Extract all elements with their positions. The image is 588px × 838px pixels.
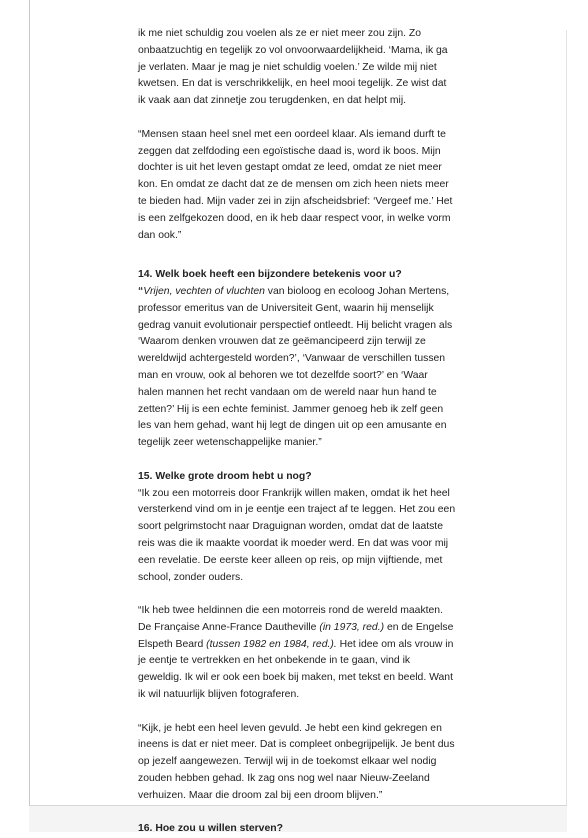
heroines-text-a: “Ik heb twee heldinnen die een motorreis rond de wereld maakten. De Française Anne-France Dautheville (138, 605, 443, 633)
question-15-heading: 15. Welke grote droom hebt u nog? (138, 470, 312, 482)
heroines-text-b: en de Engelse Elspeth Beard (138, 621, 454, 650)
editor-note-1: (in 1973, red.) (319, 621, 385, 633)
question-14-answer (138, 284, 456, 452)
book-description: van bioloog en ecoloog Johan Mertens, professor emeritus van de Universiteit Gent, waarin hij menselijk gedrag vanuit evolutionair perspectief ontleedt. Hij belicht vragen als ‘Waarom denken vrouwen dat ze geëmancipeerd zijn terwijl ze wereldwijd achtergesteld worden?’, ‘Vanwaar de verschillen tussen man en vrouw, ook al behoren we tot dezelfde soort?’ en ‘Waar halen mannen het recht vandaan om de wereld naar hun hand te zetten?’ Hij is een echte feminist. Jammer genoeg heb ik zelf geen les van hem gehad, want hij legt de dingen uit op een amusante en tegelijk zeer wetenschappelijke manier.” (138, 285, 453, 449)
heroines-text-c: Het idee om als vrouw in je eentje te vertrekken en het onbekende in te gaan, vind ik geweldig. Ik wil er ook een boek bij maken, met tekst en beeld. Want ik wil natuurlijk blijven fotograferen. (138, 638, 454, 701)
question-14-heading: 14. Welk boek heeft een bijzondere betekenis voor u? (138, 269, 402, 281)
question-16-heading: 16. Hoe zou u willen sterven? (138, 823, 283, 835)
question-15-answer-1: “Ik zou een motorreis door Frankrijk willen maken, omdat ik het heel versterkend vind om in je eentje een traject af te leggen. Het zou een soort pelgrimstocht naar Draguignan worden, omdat dat de laatste reis was die ik maakte voordat ik moeder werd. En dat was voor mij een revelatie. De eerste keer alleen op reis, op mijn vijftiende, met school, zonder ouders. (138, 487, 456, 583)
question-15-answer-3: “Kijk, je hebt een heel leven gevuld. Je hebt een kind gekregen en ineens is dat er niet meer. Dat is compleet onbegrijpelijk. Je bent dus op jezelf aangewezen. Terwijl wij in de toekomst elkaar wel nodig zouden hebben gehad. Ik zag ons nog wel naar Nieuw-Zeeland verhuizen. Maar die droom zal bij een droom blijven.” (138, 722, 455, 801)
editor-note-2: (tussen 1982 en 1984, red.). (206, 638, 337, 650)
article-body (138, 26, 456, 838)
page-left-border (29, 0, 30, 805)
continued-paragraph: ik me niet schuldig zou voelen als ze er niet meer zou zijn. Zo onbaatzuchtig en tegelijk zo vol onvoorwaardelijkheid. ‘Mama, ik ga je verlaten. Maar je mag je niet schuldig voelen.’ Ze wilde mij niet kwetsen. En dat is verschrikkelijk, en heel mooi tegelijk. Ze wist dat ik vaak aan dat zinnetje zou terugdenken, en dat helpt mij. (138, 28, 448, 107)
quote-paragraph: “Mensen staan heel snel met een oordeel klaar. Als iemand durft te zeggen dat zelfdoding een egoïstische daad is, word ik boos. Mijn dochter is uit het leven gestapt omdat ze leed, omdat ze niet meer kon. En omdat ze dacht dat ze de mensen om zich heen niets meer te bieden had. Mijn vader zei in zijn afscheidsbrief: ‘Vergeef me.’ Het is een zelfgekozen dood, en ik heb daar respect voor, in welke vorm dan ook.” (138, 128, 453, 241)
page-right-border (566, 30, 567, 805)
open-quote-mark: “ (138, 285, 144, 297)
question-15-answer-2 (138, 603, 456, 704)
book-title: Vrijen, vechten of vluchten (143, 285, 265, 297)
